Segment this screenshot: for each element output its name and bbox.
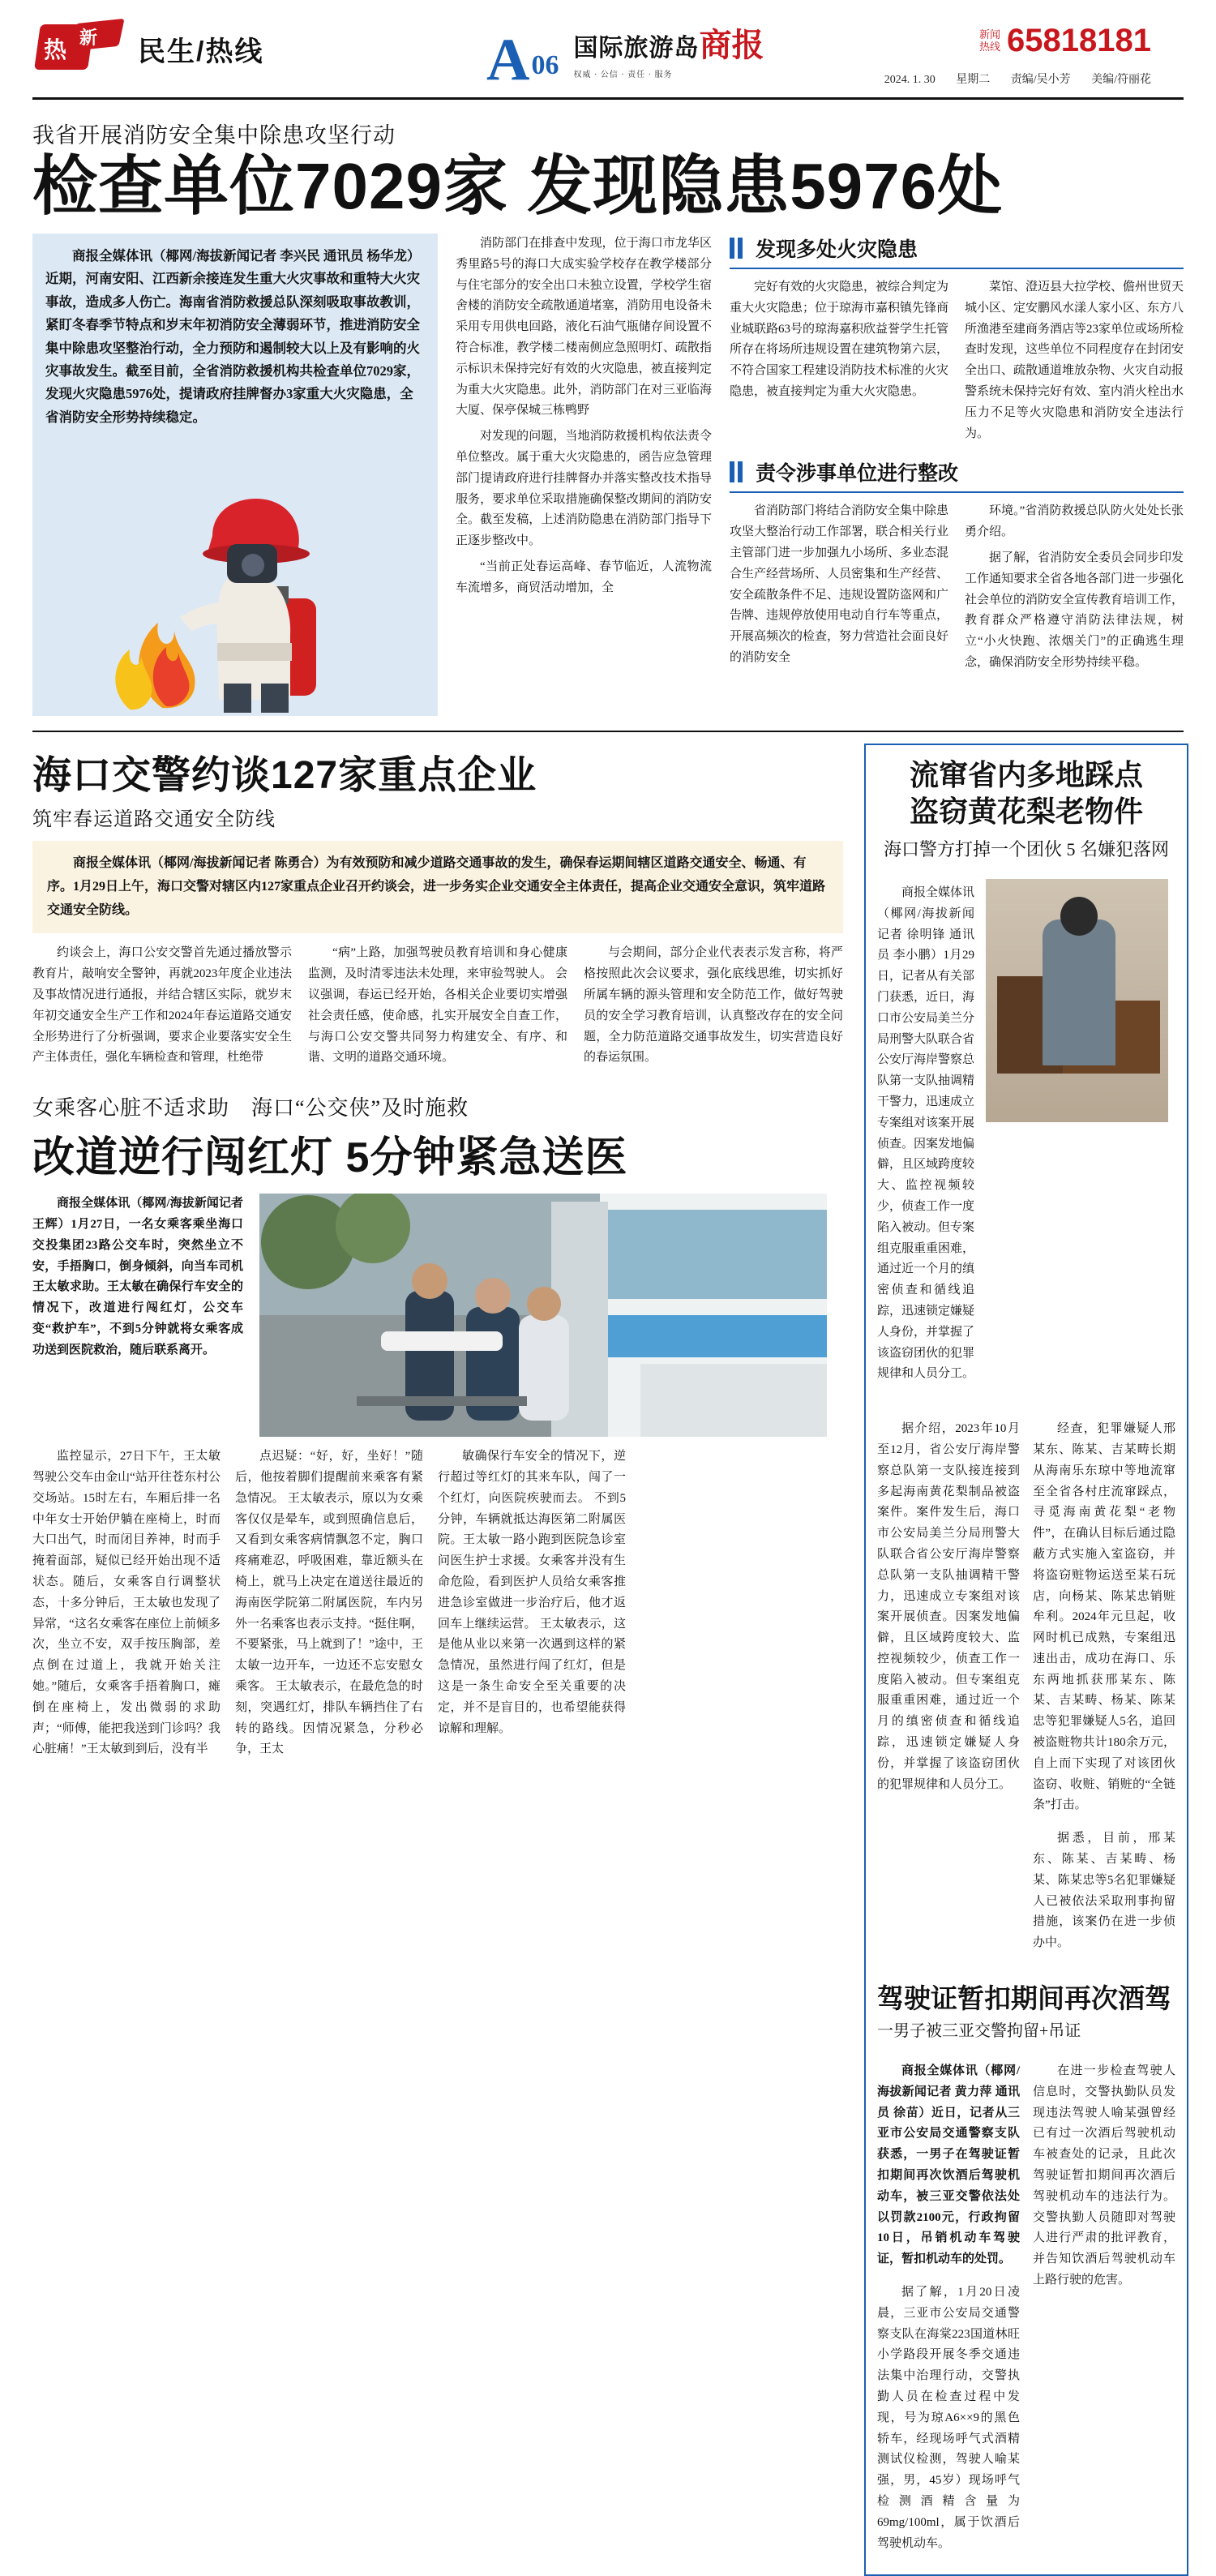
designer-credit: 美编/符丽花: [1091, 74, 1151, 86]
traffic-story: [32, 744, 843, 2576]
top-story-col-right: [730, 234, 1184, 716]
bus-col-2: 点迟疑：“好，好，坐好！”随后，他按着脚们提醒前来乘客有紧急情况。 王太敏表示，原以为女乘客仅仅是晕车，或到照确信息后，又看到女乘客病情飘忽不定，胸口疼痛难忍，呼吸困难，靠近额头在椅上，就马上决定在道送往最近的海南医学院第二附属医院，车内另外一名乘客也表示支持。“挺住啊，不要紧张，马上就到了！”途中，王太敏一边开车，一边还不忘安慰女乘客。 王太敏表示，在最危急的时刻，突遇红灯，排队车辆挡住了右转的路线。因情况紧急，分秒必争，王太: [235, 1450, 423, 1756]
theft-headline-line1: 流窜省内多地踩点: [909, 758, 1143, 791]
top-story-sub2-p3: 省消防部门将结合消防安全集中除患攻坚大整治行动工作部署，联合相关行业主管部门进一步加强九小场所、多业态混合生产经营场所、人员密集和生产经营、安全疏散条件不足、违规设置防盗网和广告牌、违规停放使用电动自行车等重点，开展高频次的检查，努力营造社会面良好的消防安全: [730, 504, 949, 664]
page-number: 06: [531, 50, 559, 80]
top-story-sub1-p1: 消防部门在排查中发现，位于海口市龙华区秀里路5号的海口大成实验学校存在教学楼部分与住宅部分的安全出口未独立设置，学校学生宿舍楼的消防安全疏散通道堵塞，消防用电设备未采用专用供电回路，液化石油气瓶储存间设置不符合标准，教学楼二楼南侧应急照明灯、疏散指示标识未保持完好有效的火灾隐患，被直接判定为重大火灾隐患。此外，消防部门在对三亚临海大厦、保亭保城三栋鸭野: [456, 237, 712, 418]
masthead-meta: [867, 71, 1151, 87]
traffic-col-2: “病”上路，加强驾驶员教育培训和身心健康监测，及时清零违法未处理，来审验驾驶人。 会议强调，春运已经开始，各相关企业要切实增强社会责任感，使命感，扎实开展安全自查工作，与海口公安交警共同努力构建安全、有序、和谐、文明的道路交通环境。: [308, 946, 567, 1065]
top-story-headline: 检查单位7029家 发现隐患5976处: [32, 150, 1004, 222]
paper-title: [573, 19, 764, 79]
hotline-number: 65818181: [1007, 23, 1151, 58]
top-story: [32, 234, 1184, 716]
bus-col-3: 敏确保行车安全的情况下，逆行超过等红灯的其来车队，闯了一个红灯，向医院疾驶而去。 不到5分钟，车辆就抵达海医第二附属医院。王太敏一路小跑到医院急诊室问医生护士求援。女乘客并没有生命危险，看到医护人员给女乘客推进急诊室做进一步治疗后，他才返回车上继续运营。 王太敏表示，这是他从业以来第一次遇到这样的紧急情况，虽然进行闯了红灯，但是这是一条生命安全至关重要的决定，并不是盲目的，也希望能获得谅解和理解。: [438, 1450, 626, 1735]
theft-para-2: 经查，犯罪嫌疑人邢某东、陈某、吉某畴长期从海南乐东琼中等地流窜至全省各村庄流窜踩点，寻觅海南黄花梨“老物件”，在确认目标后通过隐蔽方式实施入室盗窃，并将盗窃赃物运送至某石玩店，向杨某、陈某忠销赃牟利。2024年元旦起，收网时机已成熟，专案组迅速出击，成功在海口、乐东两地抓获邢某东、陈某、吉某畴、杨某、陈某忠等犯罪嫌疑人5名，追回被盗赃物共计180余万元，自上而下实现了对该团伙盗窃、收赃、销赃的“全链条”打击。: [1033, 1422, 1175, 1812]
subhead-discover-title: 发现多处火灾隐患: [756, 238, 918, 261]
theft-para-1: 据介绍，2023年10月至12月，省公安厅海岸警察总队第一支队接连接到多起海南黄花梨制品被盗案件。案件发生后，海口市公安局美兰分局刑警大队联合省公安厅海岸警察总队第一支队抽调精干警力，迅速成立专案组对该案开展侦查。因案发地偏僻，且区域跨度较大、监控视频较少，侦查工作一度陷入被动。但专案组克服重重困难，通过近一个月的缜密侦查和循线追踪，迅速锁定嫌疑人身份，并掌握了该盗窃团伙的犯罪规律和人员分工。: [877, 1422, 1020, 1791]
traffic-headline: 海口交警约谈127家重点企业: [32, 754, 537, 797]
bus-headline: 改道逆行闯红灯 5分钟紧急送医: [32, 1134, 628, 1182]
subhead-rectify-title: 责令涉事单位进行整改: [756, 462, 959, 486]
bus-story: [32, 1091, 843, 1765]
subhead-discover: [730, 234, 1184, 269]
firefighter-svg: [32, 440, 438, 716]
issue-date: 2024. 1. 30: [884, 74, 936, 86]
masthead-right: [867, 23, 1151, 87]
top-story-sub2-p1: 对发现的问题，当地消防救援机构依法责令单位整改。属于重大火灾隐患的，函告应急管理部门提请政府进行挂牌督办并落实整改技术指导服务，要求单位采取措施确保整改期间的消防安全。截至发稿，上述消防隐患在消防部门指导下正逐步整改中。: [456, 430, 712, 548]
dui-subhead: 一男子被三亚交警拘留+吊证: [877, 2022, 1081, 2041]
hotline-label: [979, 29, 1000, 53]
top-story-kicker: 我省开展消防安全集中除患攻坚行动: [32, 123, 396, 148]
dui-headline: 驾驶证暂扣期间再次酒驾: [877, 1983, 1171, 2014]
theft-subhead: 海口警方打掉一个团伙 5 名嫌犯落网: [883, 839, 1169, 859]
newspaper-logo: [32, 19, 130, 78]
subhead-rectify: [730, 457, 1184, 493]
bus-kicker: 女乘客心脏不适求助 海口“公交侠”及时施救: [32, 1096, 469, 1121]
blue-bars-icon-2: [730, 461, 747, 482]
theft-columns: [877, 1407, 1175, 1966]
traffic-columns: [32, 943, 843, 1074]
middle-band: [32, 744, 1184, 2576]
top-story-sub2-p4: 环境。”省消防救援总队防火处处长张勇介绍。: [965, 504, 1184, 539]
top-story-sub1-p3: 菜馆、澄迈县大拉学校、儋州世贸天城小区、定安鹏风水漾人家小区、东方八所渔港至建商务酒店等23家单位或场所检查时发现，这些单位不同程度存在封闭安全出口、疏散通道堆放杂物、火灾自动报警系统未保持完好有效、室内消火栓出水压力不足等火灾隐患和消防安全违法行为。: [965, 281, 1184, 440]
traffic-col-1: 约谈会上，海口公安交警首先通过播放警示教育片，敲响安全警钟，再就2023年度企业违法及事故情况进行通报，并结合辖区实际，就岁末年初交通安全生产工作和2024年春运道路交通安全形势进行了分析强调，要求企业要落实安全生产主体责任，强化车辆检查和管理，杜绝带: [32, 946, 292, 1065]
top-story-sub2-p2: “当前正处春运高峰、春节临近，人流物流车流增多，商贸活动增加，全: [456, 559, 712, 594]
hotline-label-line2: 热线: [979, 40, 1001, 53]
masthead: [32, 0, 1184, 100]
section-title: 民生/热线: [138, 36, 264, 67]
bus-col-1: 监控显示，27日下午，王太敏驾驶公交车由金山“站开往苍东村公交场站。15时左右，车厢后排一名中年女士开始伊躺在座椅上，时而大口出气，时而闭目养神，时而手掩着面部，疑似已经开始出现不适状态。随后，女乘客自行调整状态，十多分钟后，王太敏也发现了异常，“这名女乘客在座位上前倾多次，坐立不安，双手按压胸部，差点倒在过道上，我就开始关注她。”随后，女乘客手捂着胸口，瘫倒在座椅上，发出微弱的求助声；“师傅，能把我送到门诊吗？我心脏痛！”王太敏到到后，没有半: [32, 1450, 221, 1756]
theft-headline-line2: 盗窃黄花梨老物件: [909, 795, 1143, 828]
traffic-col-3: 与会期间，部分企业代表表示发言称，将严格按照此次会议要求，强化底线思维，切实抓好所属车辆的源头管理和安全防范工作，做好驾驶员的安全学习教育培训，认真整改存在的安全问题，全力防范道路交通事故发生，切实营造良好的春运氛围。: [584, 946, 843, 1065]
traffic-lead: 商报全媒体讯（椰网/海拔新闻记者 陈勇合）为有效预防和减少道路交通事故的发生，确保春运期间辖区道路交通安全、畅通、有序。1月29日上午，海口交警对辖区内127家重点企业召开约谈会，进一步务实企业交通安全主体责任，提高企业交通安全意识，筑牢道路交通安全防线。: [32, 841, 843, 933]
logo-char-hot: 热: [44, 37, 67, 62]
suspect-photo: [986, 879, 1168, 1122]
top-story-lead: 商报全媒体讯（椰网/海拔新闻记者 李兴民 通讯员 杨华龙）近期，河南安阳、江西新余接连发生重大火灾事故和重特大火灾事故，造成多人伤亡。海南省消防救援总队深刻吸取事故教训，紧盯冬春季节特点和岁末年初消防安全薄弱环节，推进消防安全集中除患攻坚整治行动，全力预防和遏制较大以上及有影响的火灾事故发生。截至目前，全省消防救援机构共检查单位7029家，发现火灾隐患5976处，提请政府挂牌督办3家重大火灾隐患，全省消防安全形势持续稳定。: [32, 234, 438, 440]
theft-lead: 商报全媒体讯（椰网/海拔新闻记者 徐明锋 通讯员 李小鹏）1月29日，记者从有关部门获悉，近日，海口市公安局美兰分局刑警大队联合省公安厅海岸警察总队第一支队抽调精干警力，迅速成立专案组对该案开展侦查。因案发地偏僻，且区域跨度较大、监控视频较少，侦查工作一度陷入被动。但专案组克服重重困难，通过近一个月的缜密侦查和循线追踪，迅速锁定嫌疑人身份，并掌握了该盗窃团伙的犯罪规律和人员分工。: [877, 886, 975, 1381]
editor-credit: 责编/吴小芳: [1010, 74, 1071, 86]
paper-title-red: 商报: [699, 27, 764, 63]
top-story-col-mid: [456, 234, 712, 716]
divider-1: [32, 731, 1184, 732]
dui-col-2: 在进一步检查驾驶人信息时，交警执勤队员发现违法驾驶人喻某强曾经已有过一次酒后驾驶机动车被查处的记录，且此次驾驶证暂扣期间再次酒后驾驶机动车的违法行为。交警执勤人员随即对驾驶人进行严肃的批评教育，并告知饮酒后驾驶机动车上路行驶的危害。: [1033, 2064, 1175, 2287]
dui-columns: [877, 2049, 1175, 2566]
photo-suspect-head-blurred: [1060, 897, 1098, 936]
bus-lead: 商报全媒体讯（椰网/海拔新闻记者 王辉）1月27日，一名女乘客乘坐海口交投集团23路公交车时，突然坐立不安，手捂胸口，倒身倾斜，向当车司机王太敏求助。王太敏在确保行车安全的情况下，改道进行闯红灯，公交车变“救护车”，不到5分钟就将女乘客成功送到医院救治，随后联系离开。: [32, 1197, 243, 1357]
paper-title-cn: 国际旅游岛: [573, 35, 700, 62]
dui-lead: 商报全媒体讯（椰网/海拔新闻记者 黄力萍 通讯员 徐苗）近日，记者从三亚市公安局交通警察支队获悉，一男子在驾驶证暂扣期间再次饮酒后驾驶机动车，被三亚交警依法处以罚款2100元，行政拘留10日，吊销机动车驾驶证，暂扣机动车的处罚。: [877, 2064, 1020, 2266]
theft-story-box: [864, 744, 1188, 2576]
issue-weekday: 星期二: [956, 74, 991, 86]
blue-bars-icon: [730, 238, 747, 259]
top-story-sub1-p2: 完好有效的火灾隐患，被综合判定为重大火灾隐患；位于琼海市嘉积镇先锋商业城联路63号的琼海嘉积欣益誉学生托管所存在将场所违规设置在建筑物第六层，不符合国家工程建设消防技术标准的火灾隐患，被直接判定为重大火灾隐患。: [730, 281, 949, 398]
bus-columns: [32, 1447, 843, 1765]
paper-subtitle: 权威 · 公信 · 责任 · 服务: [573, 71, 673, 79]
theft-para-3: 据悉，目前，邢某东、陈某、吉某畴、杨某、陈某忠等5名犯罪嫌疑人已被依法采取刑事拘留措施，该案仍在进一步侦办中。: [1033, 1832, 1175, 1950]
logo-char-news: 新: [79, 28, 98, 48]
bus-rescue-photo: [259, 1194, 827, 1437]
hotline-label-line1: 新闻: [979, 28, 1001, 41]
top-story-col-left: [32, 234, 438, 716]
photo-suspect-body: [1043, 919, 1115, 1065]
top-story-sub2-p5: 据了解，省消防安全委员会同步印发工作通知要求全省各地各部门进一步强化社会单位的消防安全宣传教育培训工作，教育群众严格遵守消防法律法规，树立“小火快跑、浓烟关门”的正确逃生理念，确保消防安全形势持续平稳。: [965, 551, 1184, 669]
traffic-subhead: 筑牢春运道路交通安全防线: [32, 809, 276, 830]
dui-col-1: 据了解，1月20日凌晨，三亚市公安局交通警察支队在海棠223国道林旺小学路段开展冬季交通违法集中治理行动，交警执勤人员在检查过程中发现，号为琼A6××9的黑色轿车，经现场呼气式酒精测试仪检测，驾驶人喻某强，男，45岁）现场呼气检测酒精含量为69mg/100ml，属于饮酒后驾驶机动车。: [877, 2286, 1020, 2550]
firefighter-illustration: [32, 440, 438, 716]
bus-photo-svg: [259, 1194, 827, 1437]
page-letter: A: [486, 26, 530, 93]
page-marker: [486, 19, 764, 93]
